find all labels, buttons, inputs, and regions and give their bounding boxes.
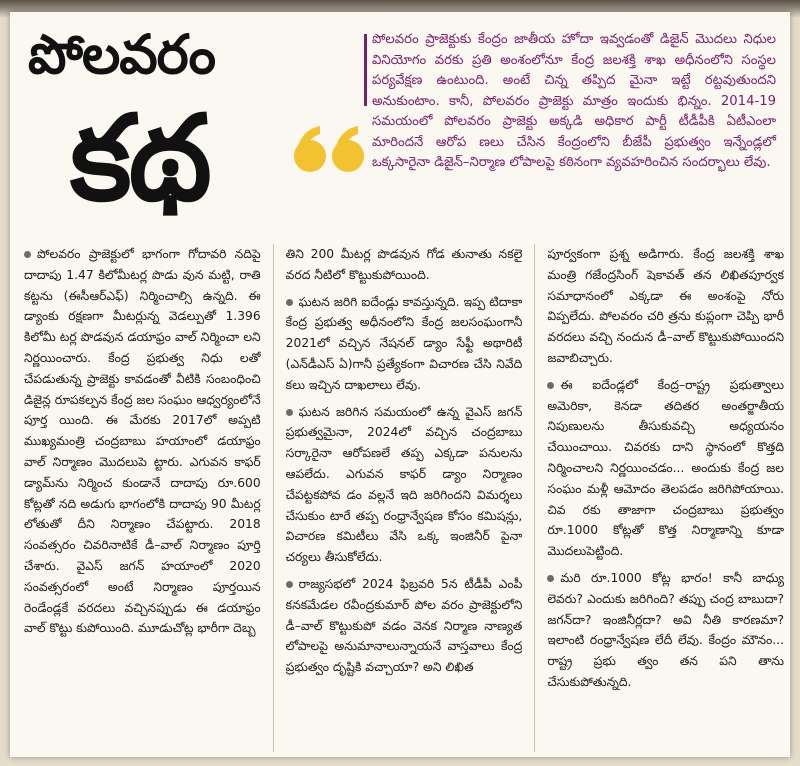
- quote-mark-icon: [290, 120, 370, 180]
- bullet-icon: [24, 251, 31, 258]
- paragraph-text: తిని 200 మీటర్ల పొడవున గోడ తునాతు నకలై వరద నీటిలో కొట్టుకుపోయింది.: [285, 247, 523, 282]
- paragraph: [547, 568, 784, 693]
- bullet-icon: [547, 382, 554, 389]
- paragraph: [286, 292, 523, 396]
- paragraph-text: పోలవరం ప్రాజెక్టులో భాగంగా గోదావరి నదిపై దాదాపు 1.47 కిలోమీటర్ల పొడు వున మట్టి, రాతి కట్టను (ఈసీఆర్ఎఫ్) నిర్మించాల్సి ఉన్నది. ఈ డ్యాంకు రక్షణగా మీటర్లున్న వెడల్పుతో 1.396 కిలోమీ టర్ల పొడవున డయాఫ్రం వాల్ నిర్మించా లని నిర్ణయించారు. కేంద్ర ప్రభుత్వ నిధు లతో చేపడుతున్న ప్రాజెక్టు కావడంతో వీటికి సంబంధించి డిజైన్ల రూపకల్పన కేంద్ర జల సంఘం ఆధ్వర్యంలోనే పూర్త యింది. ఈ మేరకు 2017లో అప్పటి ముఖ్యమంత్రి చంద్రబాబు హయాంలో డయాఫ్రం వాల్ నిర్మాణం మొదలుపె ట్టారు. ఎగువన కాఫర్ డ్యామ్‌ను నిర్మించ కుండానే దాదాపు రూ.600 కోట్లతో నది అడుగు భాగంలోకి దాదాపు 90 మీటర్ల లోతుతో దీని నిర్మాణం చేపట్టారు. 2018 సంవత్సరం చివరినాటికే డీ–వాల్ నిర్మాణం పూర్తి చేశారు. వైఎస్ జగన్ హయాంలో 2020 సంవత్సరంలో అంటే నిర్మాణం పూర్తయిన రెండేండ్లకే వరదలు వచ్చినప్పుడు ఈ డయాఫ్రం వాల్ కొట్టు కుపోయింది. మూడుచోట్ల భారీగా దెబ్బ: [24, 247, 261, 636]
- bullet-icon: [547, 575, 554, 582]
- paragraph-text: ఈ ఐదేండ్లలో కేంద్ర–రాష్ట్ర ప్రభుత్వాలు అమెరికా, కెనడా తదితర అంతర్జాతీయ నిపుణులను తీసుకువచ్చి అధ్యయనం చేయించాయి. చివరకు దాని స్థానంలో కొత్తది నిర్మించాలని నిర్ణయించడం... అందుకు కేంద్ర జల సంఘం మళ్లీ ఆమోదం తెలపడం జరిగిపోయాయి. చివ రకు తాజాగా చంద్రబాబు ప్రభుత్వం రూ.1000 కోట్లతో కొత్త నిర్మాణాన్ని కూడా మొదలుపెట్టింది.: [547, 377, 785, 559]
- headline-line-2: కథ: [70, 89, 209, 227]
- column-divider: [534, 244, 535, 752]
- paragraph: [24, 244, 261, 639]
- headline-line-1: పోలవరం: [28, 23, 216, 86]
- paragraph: [286, 244, 523, 286]
- newspaper-clipping: [10, 12, 790, 757]
- column-divider: [273, 244, 274, 752]
- bullet-icon: [286, 299, 293, 306]
- intro-paragraph: పోలవరం ప్రాజెక్టుకు కేంద్రం జాతీయ హోదా ఇవ్వడంతో డిజైన్ మొదలు నిధుల వినియోగం వరకు ప్రతి అంశంలోనూ కేంద్ర జలశక్తి శాఖ అధీనంలోని సంస్థల పర్యవేక్షణ ఉంటుంది. అంటే చిన్న తప్పిద మైనా ఇట్టే రట్టవుతుందని అనుకుంటాం. కానీ, పోలవరం ప్రాజెక్టు మాత్రం ఇందుకు భిన్నం. 2014-19 సమయంలో పోలవరం ప్రాజెక్టు అక్కడి అధికార పార్టీ టీడీపీకి ఏటీఎంలా మారిందనే ఆరోప ణలు చేసిన కేంద్రంలోని బీజేపీ ప్రభుత్వం ఇన్నేండ్లలో ఒక్కసారైనా డిజైన్–నిర్మాణ లోపాలపై కఠినంగా వ్యవహరించిన సందర్భాలు లేవు.: [372, 32, 776, 170]
- bullet-icon: [286, 409, 293, 416]
- paragraph-text: ఘటన జరిగిన సమయంలో ఉన్న వైఎస్ జగన్ ప్రభుత్వమైనా, 2024లో వచ్చిన చంద్రబాబు సర్కారైనా ఆరోపణలే తప్ప ఎక్కడా పనులను ఆపలేదు. ఎగువన కాఫర్ డ్యాం నిర్మాణం చేపట్టకపోవ డం వల్లనే ఇది జరిగిందని విమర్శలు చేసుకుం టారే తప్ప రంధ్రాన్వేషణ కోసం కమిషన్లు, విచారణ కమిటీలు వేసి ఒక్క ఇంజినీర్ పైనా చర్యలు తీసుకోలేదు.: [285, 404, 523, 565]
- paragraph-text: మరి రూ.1000 కోట్ల భారం! కానీ బాధ్యు లెవరు? ఎందుకు జరిగింది? తప్పు చంద్ర బాబుదా? జగన్‌దా? ఇంజినీర్లదా? అవి నీతి కారణమా? ఇలాంటి రంధ్రాన్వేషణ లేదీ లేవు. కేంద్రం మౌనం... రాష్ట్ర ప్రభు త్వం తన పని తాను చేసుకుపోతున్నది.: [547, 570, 785, 689]
- article-column-2: [286, 244, 523, 752]
- article-columns: [24, 244, 784, 752]
- paragraph-text: పూర్వకంగా ప్రశ్న అడిగారు. కేంద్ర జలశక్తి శాఖ మంత్రి గజేంద్రసింగ్ షెకావత్ తన లిఖితపూర్వక సమాధానంలో ఎక్కడా ఈ అంశంపై నోరు విప్పలేదు. పోలవరం చరి త్రను కుప్లంగా చెప్పి భారీ వరదలు వచ్చి నందున డీ–వాల్ కొట్టుకుపోయిందని జవాబిచ్చారు.: [547, 247, 785, 365]
- paragraph: [547, 244, 784, 369]
- paragraph: [547, 375, 784, 562]
- paragraph-text: ఘటన జరిగి ఐదేండ్లు కావస్తున్నది. ఇప్ప టిదాకా కేంద్ర ప్రభుత్వ అధీనంలోని కేంద్ర జలసంఘంగానీ 2021లో వచ్చిన నేషనల్ డ్యాం సేఫ్టీ అథారిటీ (ఎన్‌డీఎస్ ఏ)గానీ ప్రత్యేకంగా విచారణ చేసి నివేది కలు ఇచ్చిన దాఖలాలు లేవు.: [285, 294, 523, 392]
- article-column-3: [547, 244, 784, 752]
- paragraph: [286, 402, 523, 568]
- intro-accent-bar: [364, 34, 367, 106]
- article-column-1: [24, 244, 261, 752]
- bullet-icon: [286, 581, 293, 588]
- paragraph: [286, 574, 523, 678]
- paragraph-text: రాజ్యసభలో 2024 ఫిబ్రవరి 5న టీడీపీ ఎంపీ కనకమేడల రవీంద్రకుమార్ పోల వరం ప్రాజెక్టులోని డీ–వాల్ కొట్టుకుపో వడం వెనక నిర్మాణ నాణ్యత లోపాలపై అనుమానాలున్నాయనే వాస్తవాలు కేంద్ర ప్రభుత్వం దృష్టికి వచ్చాయా? అని లిఖిత: [285, 576, 523, 675]
